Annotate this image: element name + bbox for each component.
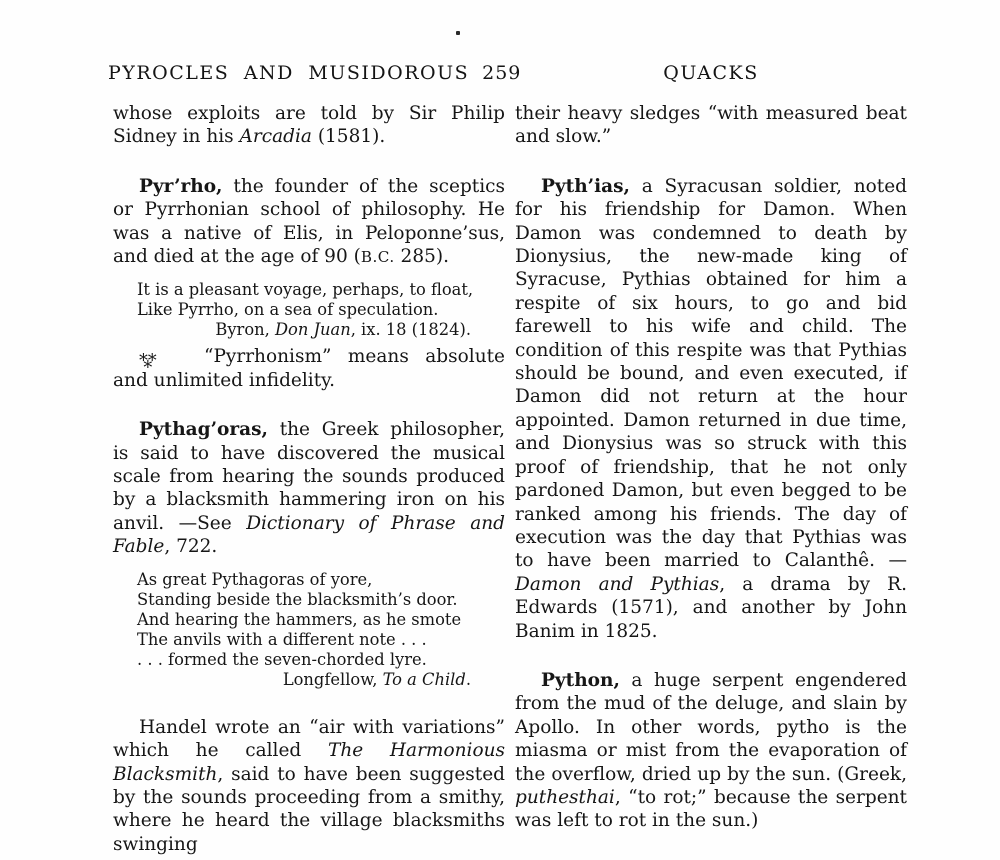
paragraph xyxy=(113,716,505,856)
verse-line xyxy=(137,630,505,650)
paragraph xyxy=(515,102,907,149)
running-head-left xyxy=(108,62,522,84)
text-segment: B.C. xyxy=(360,248,395,267)
text-segment: , “to rot;” because the serpent was left to rot in the sun.) xyxy=(515,786,907,832)
text-segment: Pyr’rho, xyxy=(139,175,223,197)
left-column xyxy=(113,102,505,856)
verse-line xyxy=(137,570,505,590)
text-segment: Standing beside the blacksmith’s door. xyxy=(137,589,458,609)
verse-line xyxy=(137,610,505,630)
text-segment: Pythag’oras, xyxy=(139,419,268,441)
text-segment: , ix. 18 (1824). xyxy=(350,320,471,340)
text-segment: Byron, xyxy=(215,320,275,340)
text-segment: , said to have been suggested by the sounds proceeding from a smithy, where he heard the village blacksmiths swinging xyxy=(113,763,505,855)
text-segment: the Greek philosopher, is said to have discovered the musical scale from hearing the sounds produced by a blacksmith hammering iron on his anvil. —See xyxy=(113,419,505,534)
text-segment: Handel wrote an “air with variations” which he called xyxy=(113,716,505,762)
text-segment: whose exploits are told by Sir Philip Sidney in his xyxy=(113,103,505,148)
verse-attribution xyxy=(137,670,505,690)
verse-line xyxy=(137,650,505,670)
text-segment: Python, xyxy=(541,669,620,691)
text-segment: To a Child xyxy=(382,669,466,689)
text-segment: a Syracusan soldier, noted for his friendship for Damon. When Damon was condemned to death by Dionysius, the new-made king of Syracuse, Pythias obtained for him a respite of six hours, to go and bid farewell to his wife and child. The condition of this respite was that Pythias should be bound, and even executed, if Damon did not return at the hour appointed. Damon returned in due time, and Dionysius was so struck with this proof of friendship, that he not only pardoned Damon, but even begged to be ranked among his friends. The day of execution was the day that Pythias was to have been married to Calanthê. — xyxy=(515,175,907,572)
text-segment: their heavy sledges “with measured beat and slow.” xyxy=(515,103,907,148)
text-segment: Don Juan xyxy=(274,320,351,340)
text-segment: Pyth’ias, xyxy=(541,175,630,197)
paragraph xyxy=(113,418,505,558)
paragraph xyxy=(113,345,505,392)
page-number: 259 xyxy=(482,62,522,84)
text-segment: 285). xyxy=(394,246,449,268)
text-segment: a huge serpent engendered from the mud of the deluge, and slain by Apollo. In other words, pytho is the miasma or mist from the evaporation of the overflow, dried up by the sun. (Greek, xyxy=(515,669,907,785)
text-segment: . . . formed the seven-chorded lyre. xyxy=(137,649,427,669)
paragraph xyxy=(515,175,907,643)
text-segment: “Pyrrhonism” means absolute and unlimited infidelity. xyxy=(113,346,505,391)
text-segment: puthesthai xyxy=(515,786,615,808)
right-column xyxy=(515,102,907,833)
running-head-right xyxy=(515,62,907,84)
text-segment: Damon and Pythias xyxy=(515,573,720,595)
text-segment: . xyxy=(465,669,471,689)
paragraph xyxy=(113,175,505,270)
paragraph xyxy=(515,669,907,833)
text-segment: the founder of the sceptics or Pyrrhonian school of philosophy. He was a native of Elis, in Peloponne’sus, and died at the age of 90 ( xyxy=(113,175,505,268)
verse-attribution xyxy=(137,320,505,340)
text-segment: ⁂ xyxy=(139,349,157,370)
text-segment: Like Pyrrho, on a sea of speculation. xyxy=(137,300,439,320)
running-head-left-title: PYROCLES AND MUSIDOROUS xyxy=(108,62,470,84)
verse-block xyxy=(113,280,505,340)
verse-block xyxy=(113,570,505,690)
text-segment: Dictionary of Phrase and Fable xyxy=(113,512,505,558)
running-head-right-title: QUACKS xyxy=(663,62,759,84)
paragraph xyxy=(113,102,505,149)
verse-line xyxy=(137,590,505,610)
text-segment: , 722. xyxy=(164,536,218,558)
text-segment: Longfellow, xyxy=(282,669,383,689)
text-segment: The Harmonious Blacksmith xyxy=(113,740,505,785)
verse-line xyxy=(137,300,505,320)
text-segment: The anvils with a different note . . . xyxy=(137,629,427,649)
text-segment: As great Pythagoras of yore, xyxy=(137,569,373,589)
text-segment: And hearing the hammers, as he smote xyxy=(137,609,462,629)
text-segment: (1581). xyxy=(311,126,386,148)
text-segment: It is a pleasant voyage, perhaps, to float, xyxy=(137,280,474,300)
text-segment: , a drama by R. Edwards (1571), and another by John Banim in 1825. xyxy=(515,573,907,642)
verse-line xyxy=(137,280,505,300)
scan-speck xyxy=(456,31,460,35)
text-segment: Arcadia xyxy=(239,126,312,148)
